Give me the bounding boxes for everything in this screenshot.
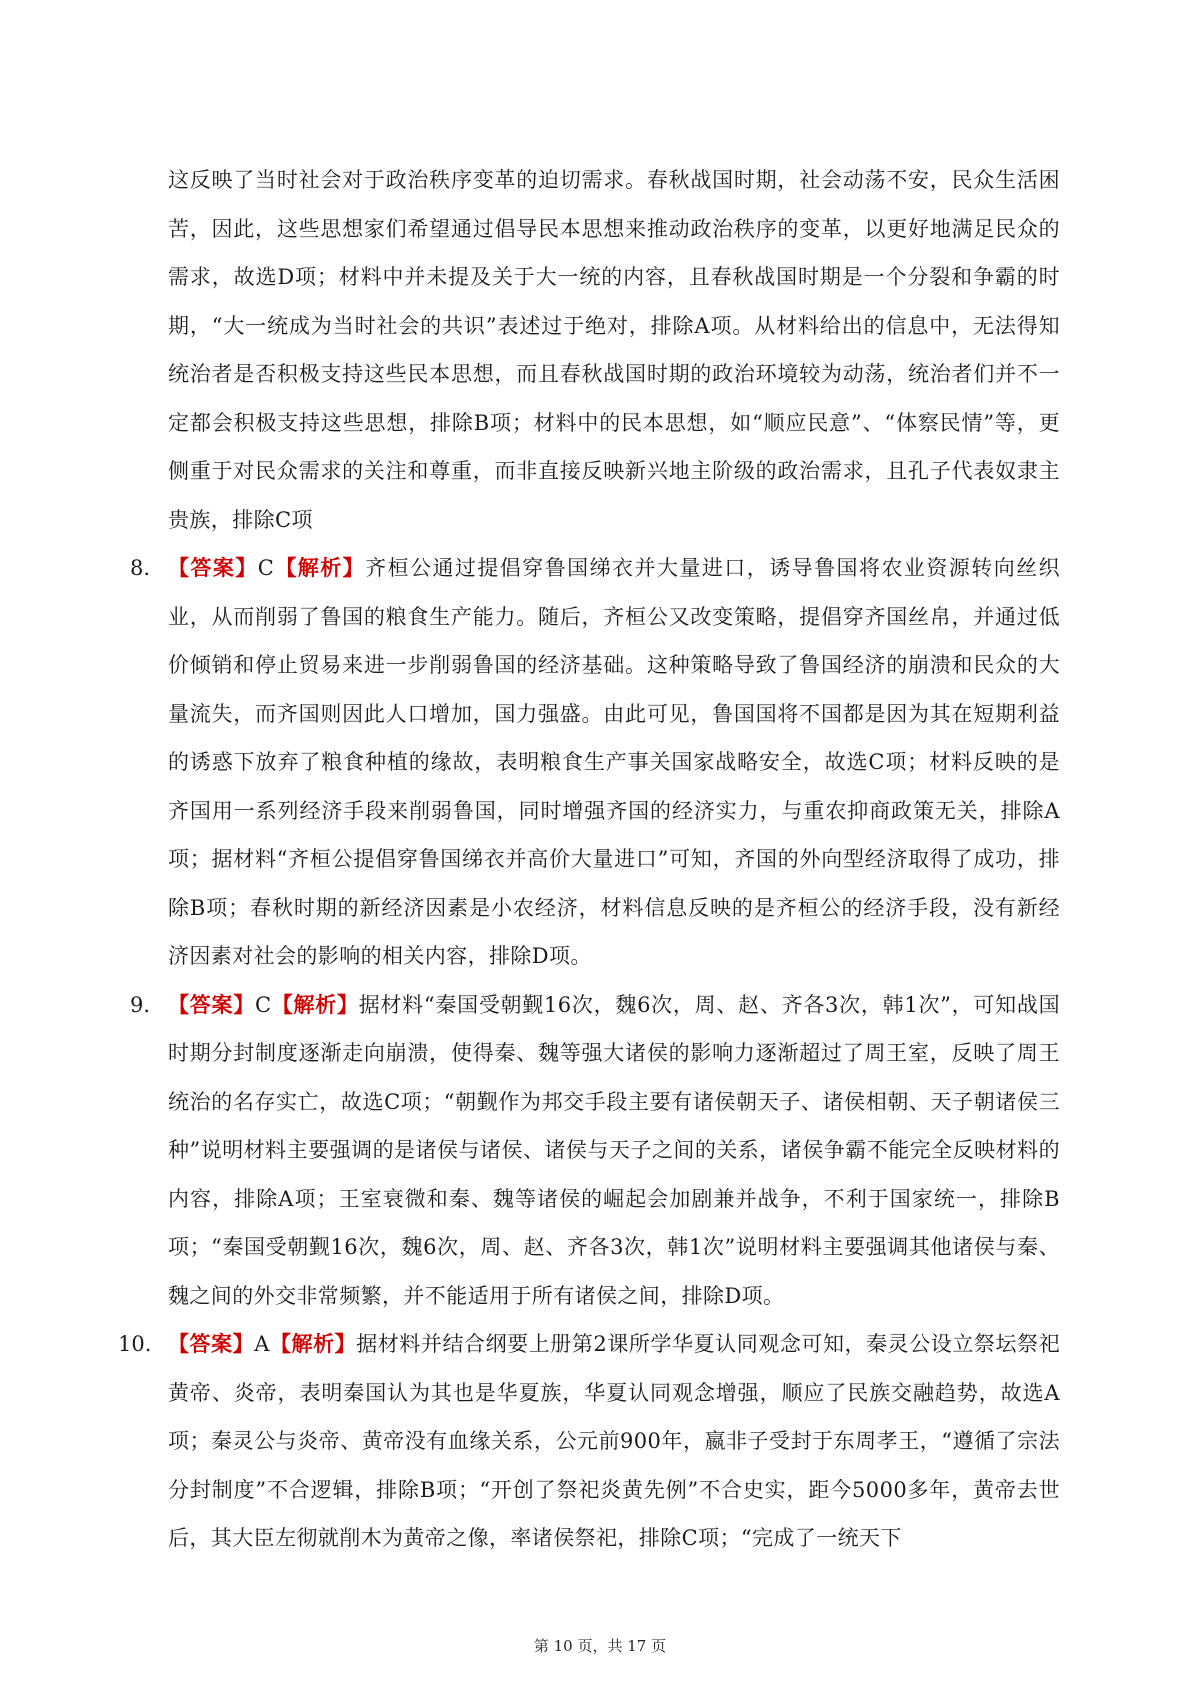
answer-letter: A <box>254 1332 270 1356</box>
analysis-text: 据材料“秦国受朝觐16次，魏6次，周、赵、齐各3次，韩1次”，可知战国时期分封制度逐渐走向崩溃，使得秦、魏等强大诸侯的影响力逐渐超过了周王室，反映了周王统治的名存实亡，故选C项；“朝觐作为邦交手段主要有诸侯朝天子、诸侯相朝、天子朝诸侯三种”说明材料主要强调的是诸侯与诸侯、诸侯与天子之间的关系，诸侯争霸不能完全反映材料的内容，排除A项；王室衰微和秦、魏等诸侯的崛起会加剧兼并战争，不利于国家统一，排除B项；“秦国受朝觐16次，魏6次，周、赵、齐各3次，韩1次”说明材料主要强调其他诸侯与秦、魏之间的外交非常频繁，并不能适用于所有诸侯之间，排除D项。 <box>168 992 1060 1308</box>
answer-item-9 <box>130 981 1060 1321</box>
paragraph-text: 这反映了当时社会对于政治秩序变革的迫切需求。春秋战国时期，社会动荡不安，民众生活困苦，因此，这些思想家们希望通过倡导民本思想来推动政治秩序的变革，以更好地满足民众的需求，故选D项；材料中并未提及关于大一统的内容，且春秋战国时期是一个分裂和争霸的时期，“大一统成为当时社会的共识”表述过于绝对，排除A项。从材料给出的信息中，无法得知统治者是否积极支持这些民本思想，而且春秋战国时期的政治环境较为动荡，统治者们并不一定都会积极支持这些思想，排除B项；材料中的民本思想，如“顺应民意”、“体察民情”等，更侧重于对民众需求的关注和尊重，而非直接反映新兴地主阶级的政治需求，且孔子代表奴隶主贵族，排除C项 <box>168 168 1060 532</box>
item-number: 8. <box>130 556 151 580</box>
answer-tag: 【答案】 <box>168 991 255 1017</box>
item-number: 10. <box>118 1332 152 1356</box>
answer-tag: 【答案】 <box>168 555 258 580</box>
answer-letter: C <box>254 992 272 1017</box>
answer-item-10 <box>118 1320 1060 1563</box>
analysis-tag: 【解析】 <box>269 1331 357 1356</box>
answer-item-8 <box>130 544 1060 981</box>
answer-tag: 【答案】 <box>168 1331 255 1356</box>
item-number: 9. <box>130 992 151 1017</box>
analysis-tag: 【解析】 <box>271 991 359 1017</box>
analysis-text: 齐桓公通过提倡穿鲁国绨衣并大量进口，诱导鲁国将农业资源转向丝织业，从而削弱了鲁国的粮食生产能力。随后，齐桓公又改变策略，提倡穿齐国丝帛，并通过低价倾销和停止贸易来进一步削弱鲁国的经济基础。这种策略导致了鲁国经济的崩溃和民众的大量流失，而齐国则因此人口增加，国力强盛。由此可见，鲁国国将不国都是因为其在短期利益的诱惑下放弃了粮食种植的缘故，表明粮食生产事关国家战略安全，故选C项；材料反映的是齐国用一系列经济手段来削弱鲁国，同时增强齐国的经济实力，与重农抑商政策无关，排除A项；据材料“齐桓公提倡穿鲁国绨衣并高价大量进口”可知，齐国的外向型经济取得了成功，排除B项；春秋时期的新经济因素是小农经济，材料信息反映的是齐桓公的经济手段，没有新经济因素对社会的影响的相关内容，排除D项。 <box>168 556 1060 968</box>
page-footer: 第 10 页，共 17 页 <box>533 1637 667 1655</box>
paragraph-continuation <box>168 156 1060 544</box>
analysis-tag: 【解析】 <box>274 555 366 580</box>
answer-letter: C <box>257 556 275 580</box>
analysis-text: 据材料并结合纲要上册第2课所学华夏认同观念可知，秦灵公设立祭坛祭祀黄帝、炎帝，表明秦国认为其也是华夏族，华夏认同观念增强，顺应了民族交融趋势，故选A项；秦灵公与炎帝、黄帝没有血缘关系，公元前900年，嬴非子受封于东周孝王，“遵循了宗法分封制度”不合逻辑，排除B项；“开创了祭祀炎黄先例”不合史实，距今5000多年，黄帝去世后，其大臣左彻就削木为黄帝之像，率诸侯祭祀，排除C项；“完成了一统天下 <box>168 1332 1060 1550</box>
page-content <box>118 156 1060 1563</box>
